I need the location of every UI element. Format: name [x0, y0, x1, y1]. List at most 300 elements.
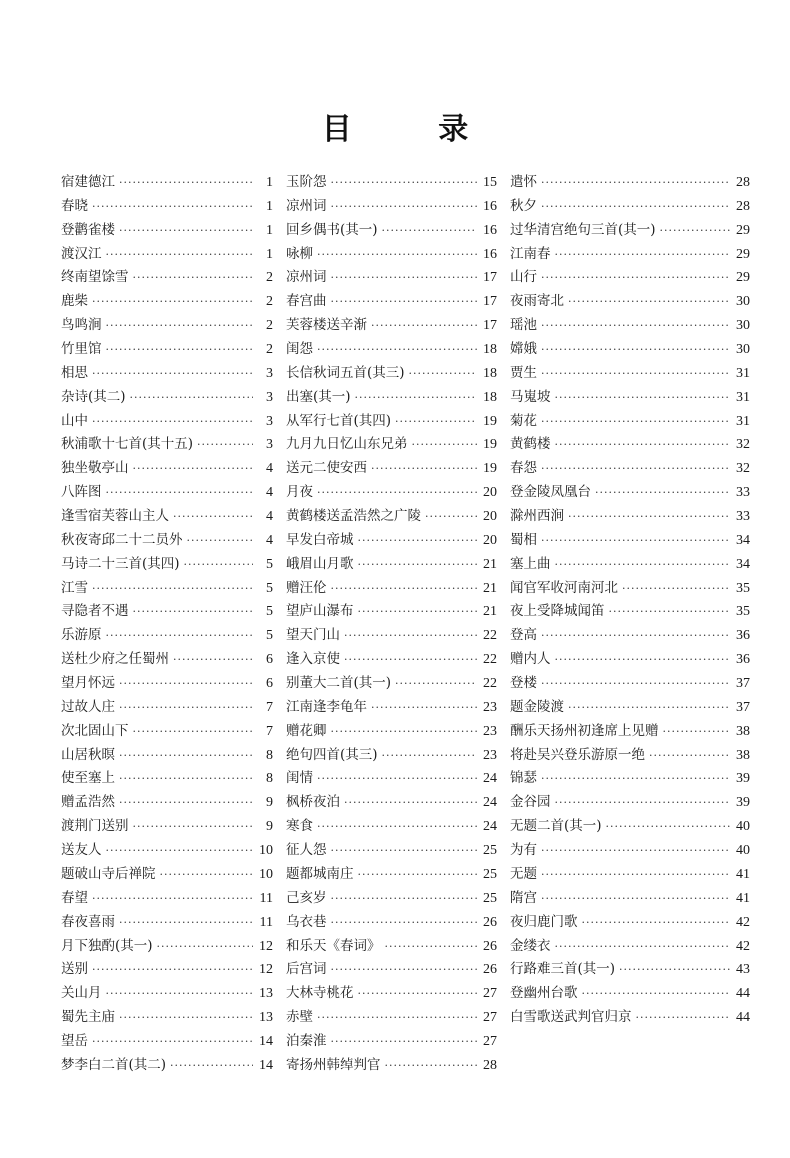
toc-entry-page: 1	[266, 222, 273, 238]
toc-entry-page: 3	[266, 365, 273, 381]
toc-entry[interactable]	[510, 624, 750, 648]
toc-entry-title: 秋夕	[510, 197, 537, 214]
toc-entry[interactable]	[61, 863, 273, 887]
dot-leader	[582, 982, 731, 1006]
toc-entry[interactable]	[61, 266, 273, 290]
toc-entry-title: 月夜	[286, 484, 313, 501]
toc-entry[interactable]	[61, 481, 273, 505]
toc-entry-page: 24	[483, 771, 497, 787]
dot-leader	[649, 744, 730, 768]
dot-leader	[541, 195, 730, 219]
toc-entry-page: 19	[483, 461, 497, 477]
toc-entry-page: 27	[483, 1033, 497, 1049]
toc-entry[interactable]	[510, 887, 750, 911]
toc-entry[interactable]	[286, 839, 497, 863]
dot-leader	[106, 982, 254, 1006]
toc-entry-title: 题破山寺后禅院	[61, 865, 156, 882]
dot-leader	[595, 481, 730, 505]
dot-leader	[382, 744, 477, 768]
toc-entry[interactable]	[286, 577, 497, 601]
toc-entry[interactable]	[286, 290, 497, 314]
toc-entry[interactable]	[61, 171, 273, 195]
dot-leader	[541, 338, 730, 362]
toc-entry[interactable]	[61, 887, 273, 911]
toc-entry[interactable]	[61, 815, 273, 839]
dot-leader	[119, 744, 253, 768]
toc-entry-title: 秋浦歌十七首(其十五)	[61, 436, 194, 453]
toc-entry-title: 秋夜寄邱二十二员外	[61, 531, 183, 548]
dot-leader	[317, 1006, 477, 1030]
toc-entry-page: 30	[736, 318, 750, 334]
dot-leader	[317, 767, 477, 791]
dot-leader	[541, 362, 730, 386]
toc-entry-page: 6	[266, 652, 273, 668]
dot-leader	[371, 314, 477, 338]
dot-leader	[119, 219, 253, 243]
toc-entry-title: 塞上曲	[510, 555, 551, 572]
toc-entry[interactable]	[510, 982, 750, 1006]
toc-entry[interactable]	[510, 314, 750, 338]
toc-entry[interactable]	[510, 219, 750, 243]
dot-leader	[606, 815, 730, 839]
toc-entry-title: 和乐天《春词》	[286, 937, 381, 954]
dot-leader	[358, 529, 478, 553]
dot-leader	[106, 481, 254, 505]
toc-entry[interactable]	[286, 863, 497, 887]
toc-entry[interactable]	[286, 600, 497, 624]
toc-entry-title: 赠孟浩然	[61, 794, 115, 811]
toc-entry[interactable]	[61, 648, 273, 672]
toc-entry[interactable]	[61, 505, 273, 529]
toc-entry-page: 28	[483, 1057, 497, 1073]
toc-entry-page: 20	[483, 532, 497, 548]
toc-entry-page: 3	[266, 437, 273, 453]
toc-entry-title: 竹里馆	[61, 341, 102, 358]
toc-entry-title: 登金陵凤凰台	[510, 484, 591, 501]
toc-entry-title: 江南逢李龟年	[286, 698, 367, 715]
toc-entry-page: 9	[266, 819, 273, 835]
toc-entry[interactable]	[510, 767, 750, 791]
toc-entry[interactable]	[61, 624, 273, 648]
toc-entry-page: 9	[266, 795, 273, 811]
toc-entry-title: 望月怀远	[61, 675, 115, 692]
dot-leader	[184, 553, 253, 577]
toc-entry-page: 10	[259, 843, 273, 859]
toc-entry-page: 14	[259, 1033, 273, 1049]
toc-entry-page: 10	[259, 866, 273, 882]
toc-entry-title: 绝句四首(其三)	[286, 746, 378, 763]
dot-leader	[385, 935, 478, 959]
toc-entry[interactable]	[61, 720, 273, 744]
dot-leader	[197, 433, 253, 457]
toc-entry[interactable]	[61, 243, 273, 267]
dot-leader	[331, 195, 478, 219]
dot-leader	[541, 266, 730, 290]
toc-entry[interactable]	[286, 887, 497, 911]
toc-entry-page: 25	[483, 866, 497, 882]
dot-leader	[331, 958, 478, 982]
toc-entry[interactable]	[510, 433, 750, 457]
dot-leader	[425, 505, 477, 529]
toc-entry-page: 24	[483, 819, 497, 835]
toc-entry[interactable]	[61, 386, 273, 410]
dot-leader	[317, 481, 477, 505]
toc-entry[interactable]	[61, 1054, 273, 1078]
toc-entry[interactable]	[61, 290, 273, 314]
toc-entry[interactable]	[510, 672, 750, 696]
toc-entry[interactable]	[61, 791, 273, 815]
dot-leader	[173, 648, 253, 672]
toc-entry-page: 27	[483, 1010, 497, 1026]
toc-entry[interactable]	[510, 648, 750, 672]
toc-entry-page: 34	[736, 532, 750, 548]
toc-entry-page: 32	[736, 461, 750, 477]
dot-leader	[119, 767, 253, 791]
toc-entry[interactable]	[286, 457, 497, 481]
toc-entry[interactable]	[510, 195, 750, 219]
toc-entry-page: 4	[266, 485, 273, 501]
toc-entry[interactable]	[286, 266, 497, 290]
toc-entry[interactable]	[510, 935, 750, 959]
dot-leader	[92, 887, 253, 911]
toc-entry[interactable]	[510, 958, 750, 982]
dot-leader	[119, 911, 253, 935]
dot-leader	[409, 362, 477, 386]
toc-entry-title: 黄鹤楼	[510, 436, 551, 453]
toc-entry[interactable]	[61, 982, 273, 1006]
toc-entry[interactable]	[510, 863, 750, 887]
toc-entry-page: 23	[483, 699, 497, 715]
toc-entry[interactable]	[61, 767, 273, 791]
toc-entry-page: 35	[736, 580, 750, 596]
toc-entry[interactable]	[286, 767, 497, 791]
toc-entry-title: 长信秋词五首(其三)	[286, 364, 405, 381]
toc-entry[interactable]	[510, 338, 750, 362]
toc-entry[interactable]	[286, 433, 497, 457]
toc-entry[interactable]	[286, 553, 497, 577]
dot-leader	[331, 290, 478, 314]
toc-entry[interactable]	[286, 624, 497, 648]
toc-column-2	[286, 171, 497, 1078]
toc-entry[interactable]	[61, 553, 273, 577]
toc-entry[interactable]	[61, 457, 273, 481]
dot-leader	[344, 648, 477, 672]
toc-entry-title: 过故人庄	[61, 698, 115, 715]
toc-entry[interactable]	[510, 1006, 750, 1030]
toc-entry-page: 38	[736, 723, 750, 739]
toc-entry-page: 13	[259, 1010, 273, 1026]
toc-entry[interactable]	[286, 219, 497, 243]
toc-entry-page: 25	[483, 890, 497, 906]
toc-entry[interactable]	[61, 219, 273, 243]
toc-entry[interactable]	[286, 815, 497, 839]
toc-entry-page: 11	[259, 890, 273, 906]
toc-entry-title: 月下独酌(其一)	[61, 937, 153, 954]
toc-entry-title: 望庐山瀑布	[286, 603, 354, 620]
toc-entry-page: 2	[266, 294, 273, 310]
toc-entry-title: 春望	[61, 889, 88, 906]
toc-entry[interactable]	[510, 911, 750, 935]
dot-leader	[106, 338, 254, 362]
toc-entry[interactable]	[61, 577, 273, 601]
toc-entry-page: 31	[736, 413, 750, 429]
toc-entry-page: 11	[259, 914, 273, 930]
toc-entry[interactable]	[61, 1030, 273, 1054]
toc-entry-page: 35	[736, 604, 750, 620]
toc-entry-title: 鹿柴	[61, 293, 88, 310]
toc-entry[interactable]	[286, 410, 497, 434]
dot-leader	[371, 457, 477, 481]
toc-entry[interactable]	[510, 243, 750, 267]
toc-entry[interactable]	[510, 457, 750, 481]
toc-entry-title: 梦李白二首(其二)	[61, 1056, 167, 1073]
toc-entry-page: 18	[483, 389, 497, 405]
toc-entry[interactable]	[510, 696, 750, 720]
toc-entry-title: 逢入京使	[286, 651, 340, 668]
toc-entry-title: 山行	[510, 269, 537, 286]
toc-entry-page: 25	[483, 843, 497, 859]
toc-entry-title: 闺怨	[286, 341, 313, 358]
toc-entry-page: 13	[259, 986, 273, 1002]
toc-entry[interactable]	[61, 338, 273, 362]
toc-entry[interactable]	[286, 935, 497, 959]
toc-entry-page: 43	[736, 962, 750, 978]
toc-entry[interactable]	[286, 791, 497, 815]
toc-entry[interactable]	[510, 553, 750, 577]
toc-entry-title: 金谷园	[510, 794, 551, 811]
toc-entry[interactable]	[510, 290, 750, 314]
toc-entry[interactable]	[510, 577, 750, 601]
toc-entry-page: 12	[259, 938, 273, 954]
toc-entry-title: 寻隐者不遇	[61, 603, 129, 620]
toc-entry[interactable]	[286, 1054, 497, 1078]
dot-leader	[119, 171, 253, 195]
toc-entry[interactable]	[286, 314, 497, 338]
toc-entry-page: 42	[736, 938, 750, 954]
dot-leader	[92, 1030, 253, 1054]
toc-entry[interactable]	[286, 195, 497, 219]
toc-entry[interactable]	[510, 266, 750, 290]
toc-entry-title: 贾生	[510, 364, 537, 381]
toc-entry[interactable]	[286, 171, 497, 195]
dot-leader	[133, 815, 254, 839]
toc-entry-title: 逢雪宿芙蓉山主人	[61, 508, 169, 525]
toc-entry[interactable]	[61, 911, 273, 935]
dot-leader	[622, 577, 730, 601]
toc-entry-title: 酬乐天扬州初逢席上见赠	[510, 722, 659, 739]
toc-entry-title: 为有	[510, 842, 537, 859]
dot-leader	[173, 505, 253, 529]
dot-leader	[541, 887, 730, 911]
toc-entry[interactable]	[61, 600, 273, 624]
toc-entry[interactable]	[61, 410, 273, 434]
toc-entry-title: 乐游原	[61, 627, 102, 644]
toc-entry[interactable]	[61, 433, 273, 457]
toc-entry-page: 6	[266, 676, 273, 692]
dot-leader	[555, 243, 731, 267]
toc-entry[interactable]	[510, 791, 750, 815]
toc-entry[interactable]	[286, 386, 497, 410]
toc-entry-title: 征人怨	[286, 842, 327, 859]
toc-entry[interactable]	[61, 529, 273, 553]
toc-entry[interactable]	[286, 744, 497, 768]
dot-leader	[133, 600, 254, 624]
dot-leader	[371, 696, 477, 720]
toc-entry-title: 滁州西涧	[510, 508, 564, 525]
toc-entry[interactable]	[510, 481, 750, 505]
toc-entry[interactable]	[61, 362, 273, 386]
toc-entry-page: 36	[736, 628, 750, 644]
toc-entry[interactable]	[61, 744, 273, 768]
toc-entry[interactable]	[286, 648, 497, 672]
toc-entry-page: 37	[736, 699, 750, 715]
dot-leader	[106, 243, 254, 267]
toc-entry-title: 春怨	[510, 460, 537, 477]
toc-entry-page: 21	[483, 556, 497, 572]
toc-entry[interactable]	[510, 839, 750, 863]
dot-leader	[133, 457, 254, 481]
dot-leader	[331, 1030, 478, 1054]
dot-leader	[106, 624, 254, 648]
dot-leader	[106, 839, 254, 863]
toc-entry-title: 山中	[61, 412, 88, 429]
dot-leader	[541, 839, 730, 863]
toc-entry[interactable]	[61, 195, 273, 219]
toc-entry-page: 29	[736, 270, 750, 286]
toc-entry-title: 玉阶怨	[286, 174, 327, 190]
toc-entry-page: 22	[483, 628, 497, 644]
toc-entry-title: 寒食	[286, 818, 313, 835]
toc-entry-title: 乌衣巷	[286, 913, 327, 930]
toc-entry[interactable]	[286, 362, 497, 386]
dot-leader	[395, 672, 477, 696]
toc-entry-title: 峨眉山月歌	[286, 555, 354, 572]
toc-entry-page: 44	[736, 986, 750, 1002]
toc-entry[interactable]	[61, 1006, 273, 1030]
toc-entry[interactable]	[61, 839, 273, 863]
toc-entry[interactable]	[61, 672, 273, 696]
toc-entry[interactable]	[510, 815, 750, 839]
toc-entry-title: 凉州词	[286, 197, 327, 214]
toc-entry-title: 无题二首(其一)	[510, 818, 602, 835]
toc-entry[interactable]	[286, 243, 497, 267]
dot-leader	[555, 433, 731, 457]
toc-entry-page: 33	[736, 485, 750, 501]
toc-entry-title: 闻官军收河南河北	[510, 579, 618, 596]
toc-entry-title: 登高	[510, 627, 537, 644]
dot-leader	[541, 410, 730, 434]
toc-entry-title: 九月九日忆山东兄弟	[286, 436, 408, 453]
toc-entry-title: 瑶池	[510, 317, 537, 334]
dot-leader	[555, 553, 731, 577]
toc-entry[interactable]	[510, 505, 750, 529]
toc-entry-page: 5	[266, 604, 273, 620]
dot-leader	[568, 290, 730, 314]
dot-leader	[119, 791, 253, 815]
toc-entry-title: 送别	[61, 961, 88, 978]
toc-entry[interactable]	[286, 1030, 497, 1054]
toc-entry-title: 春晓	[61, 197, 88, 214]
toc-entry[interactable]	[510, 362, 750, 386]
dot-leader	[344, 791, 477, 815]
toc-entry-title: 送杜少府之任蜀州	[61, 651, 169, 668]
toc-entry-title: 菊花	[510, 412, 537, 429]
toc-entry[interactable]	[286, 958, 497, 982]
dot-leader	[157, 935, 253, 959]
dot-leader	[555, 648, 731, 672]
toc-entry[interactable]	[61, 696, 273, 720]
toc-entry[interactable]	[510, 600, 750, 624]
dot-leader	[317, 338, 477, 362]
toc-entry-title: 回乡偶书(其一)	[286, 221, 378, 238]
toc-entry-page: 1	[266, 198, 273, 214]
toc-entry-page: 28	[736, 198, 750, 214]
dot-leader	[92, 958, 253, 982]
dot-leader	[358, 553, 478, 577]
toc-entry[interactable]	[286, 672, 497, 696]
toc-entry[interactable]	[286, 505, 497, 529]
toc-entry-title: 凉州词	[286, 269, 327, 286]
dot-leader	[355, 386, 477, 410]
toc-entry[interactable]	[286, 982, 497, 1006]
toc-entry-title: 枫桥夜泊	[286, 794, 340, 811]
toc-entry-page: 16	[483, 198, 497, 214]
toc-entry[interactable]	[61, 314, 273, 338]
toc-entry-page: 36	[736, 652, 750, 668]
toc-entry[interactable]	[286, 529, 497, 553]
toc-entry[interactable]	[286, 720, 497, 744]
toc-entry-title: 春宫曲	[286, 293, 327, 310]
toc-entry[interactable]	[286, 338, 497, 362]
toc-entry-title: 题金陵渡	[510, 698, 564, 715]
toc-entry[interactable]	[510, 410, 750, 434]
toc-entry[interactable]	[61, 958, 273, 982]
toc-entry[interactable]	[510, 720, 750, 744]
dot-leader	[344, 624, 477, 648]
toc-entry[interactable]	[510, 386, 750, 410]
dot-leader	[133, 266, 254, 290]
dot-leader	[331, 266, 478, 290]
dot-leader	[119, 696, 253, 720]
toc-entry-title: 山居秋暝	[61, 746, 115, 763]
toc-entry[interactable]	[510, 529, 750, 553]
dot-leader	[170, 1054, 253, 1078]
toc-column-3	[510, 171, 750, 1030]
dot-leader	[331, 577, 478, 601]
toc-entry-page: 5	[266, 628, 273, 644]
toc-entry[interactable]	[286, 1006, 497, 1030]
toc-entry[interactable]	[286, 911, 497, 935]
toc-entry-page: 4	[266, 532, 273, 548]
dot-leader	[317, 815, 477, 839]
toc-entry-title: 春夜喜雨	[61, 913, 115, 930]
toc-entry[interactable]	[510, 744, 750, 768]
toc-entry-title: 过华清宫绝句三首(其一)	[510, 221, 656, 238]
toc-entry-page: 4	[266, 461, 273, 477]
toc-entry-title: 白雪歌送武判官归京	[510, 1009, 632, 1026]
toc-entry[interactable]	[61, 935, 273, 959]
toc-entry[interactable]	[286, 696, 497, 720]
toc-entry-title: 无题	[510, 865, 537, 882]
toc-entry[interactable]	[286, 481, 497, 505]
toc-entry-title: 己亥岁	[286, 889, 327, 906]
toc-entry-title: 咏柳	[286, 245, 313, 262]
toc-entry-page: 16	[483, 222, 497, 238]
toc-entry[interactable]	[510, 171, 750, 195]
dot-leader	[331, 720, 478, 744]
toc-entry-title: 寄扬州韩绰判官	[286, 1056, 381, 1073]
toc-entry-page: 7	[266, 723, 273, 739]
